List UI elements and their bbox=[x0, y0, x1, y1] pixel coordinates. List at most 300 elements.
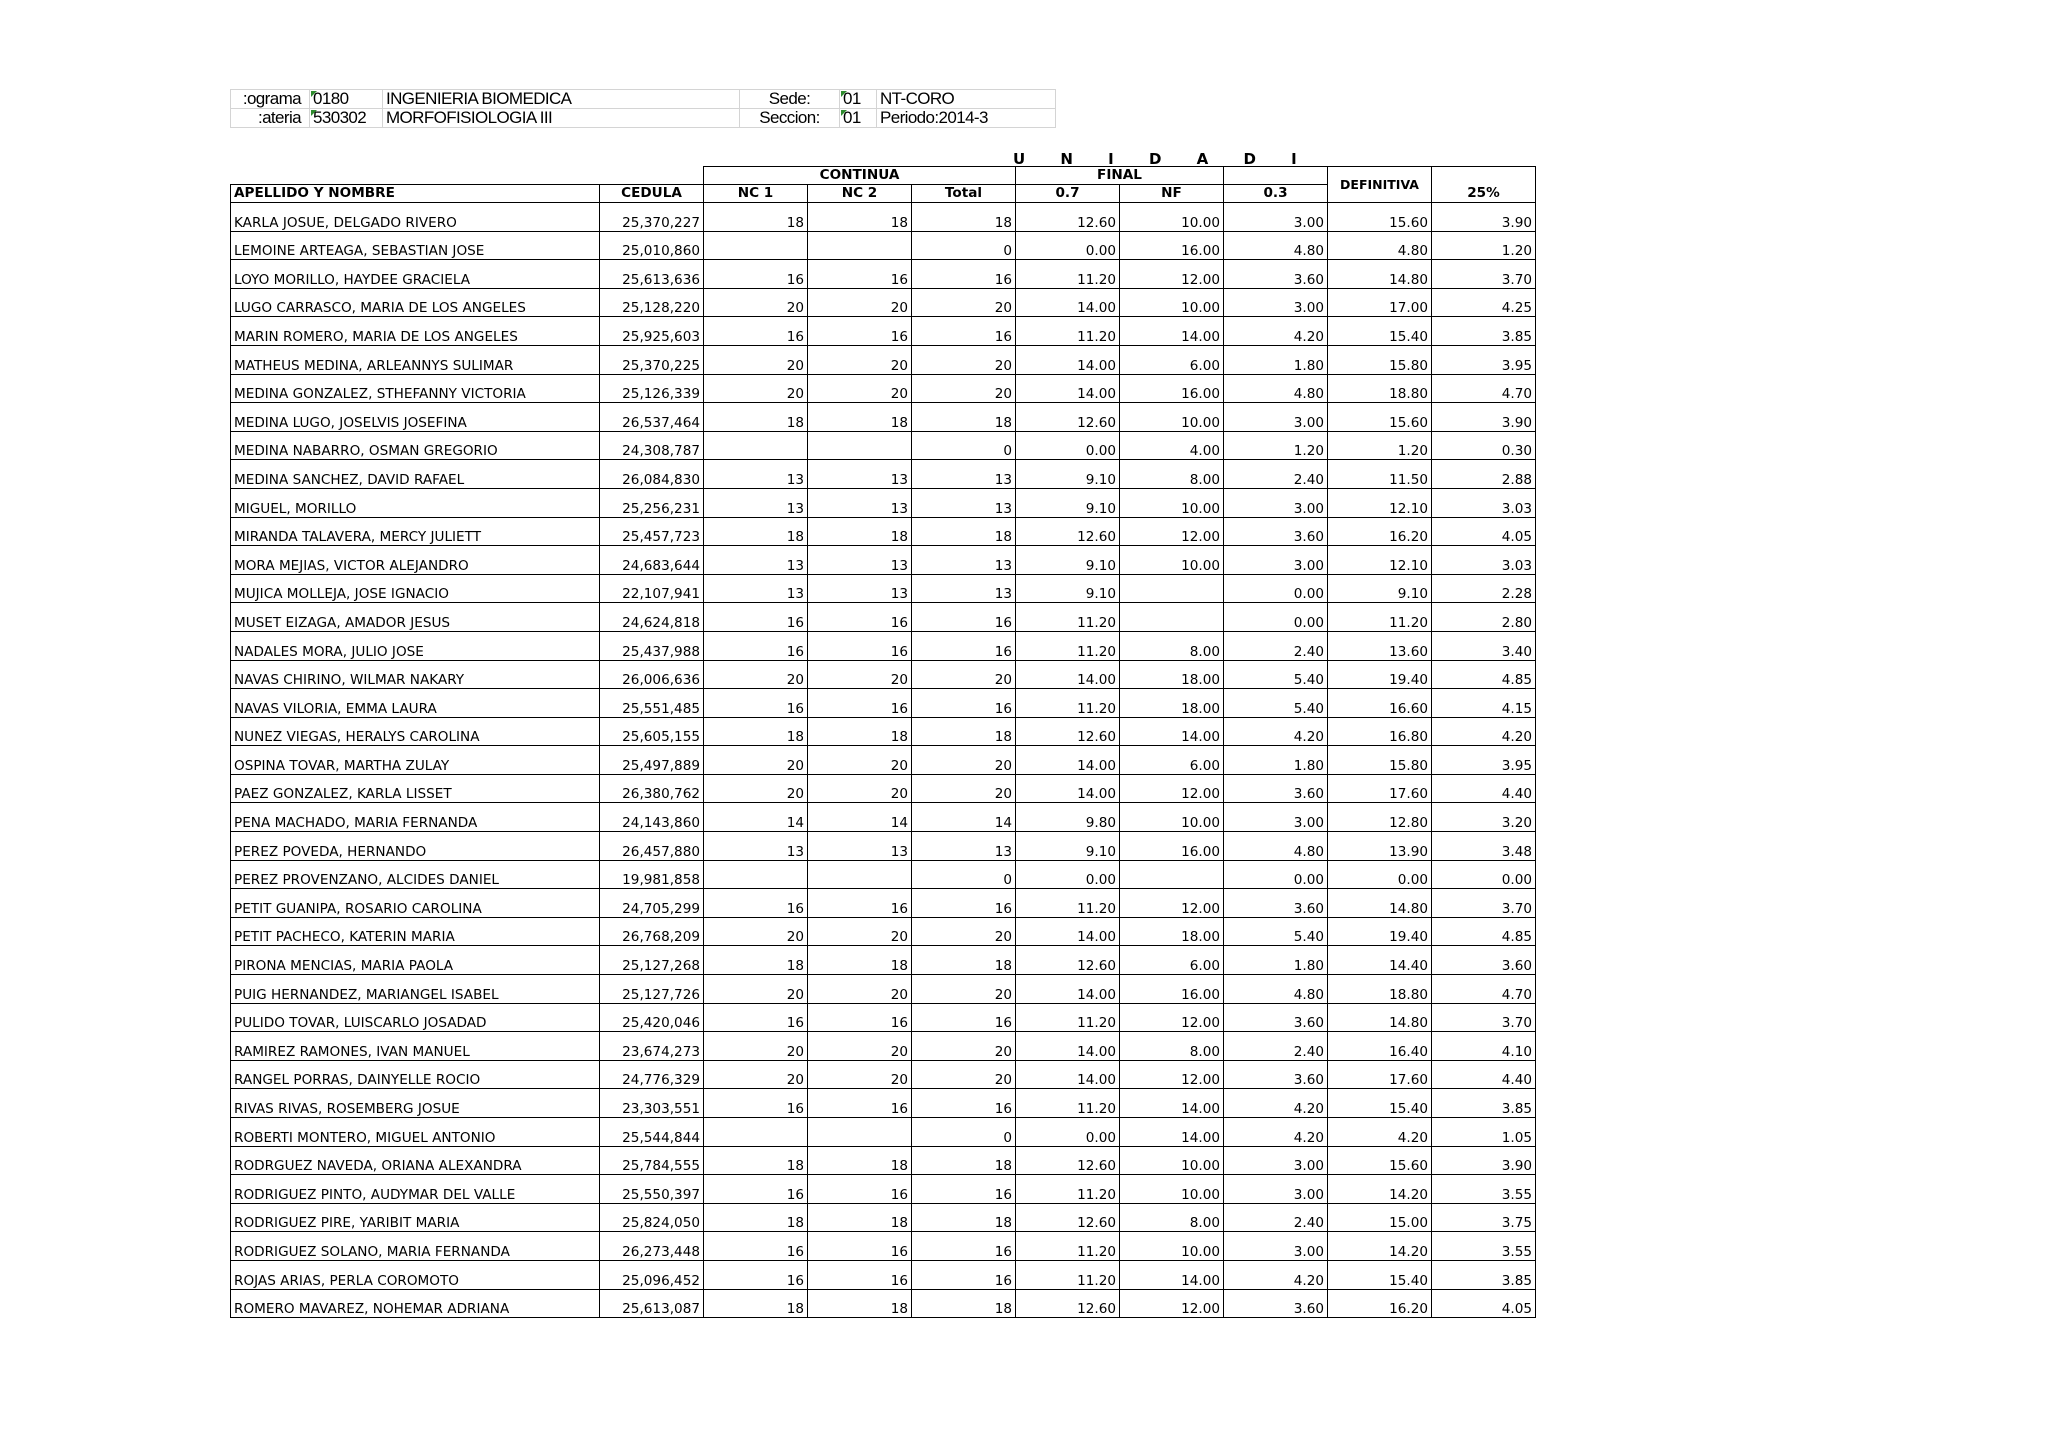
pct-25: 3.70 bbox=[1432, 260, 1536, 289]
comment-marker-icon bbox=[311, 91, 317, 97]
pct-25: 3.55 bbox=[1432, 1175, 1536, 1204]
nc2-grade: 20 bbox=[808, 1032, 912, 1061]
weight-03-column-header: 0.3 bbox=[1224, 185, 1328, 203]
nc1-grade: 20 bbox=[704, 345, 808, 374]
table-row bbox=[231, 260, 1536, 289]
pct-25: 3.03 bbox=[1432, 488, 1536, 517]
pct-25: 1.05 bbox=[1432, 1118, 1536, 1147]
nc1-grade: 20 bbox=[704, 288, 808, 317]
nf-grade: 10.00 bbox=[1120, 1232, 1224, 1261]
nc1-grade: 14 bbox=[704, 803, 808, 832]
continua-total: 16 bbox=[912, 260, 1016, 289]
continua-weighted: 12.60 bbox=[1016, 403, 1120, 432]
final-weighted: 5.40 bbox=[1224, 689, 1328, 718]
nf-grade: 12.00 bbox=[1120, 889, 1224, 918]
nc2-grade: 20 bbox=[808, 975, 912, 1004]
continua-weighted: 14.00 bbox=[1016, 1032, 1120, 1061]
student-name: MIRANDA TALAVERA, MERCY JULIETT bbox=[231, 517, 600, 546]
final-weighted: 3.00 bbox=[1224, 546, 1328, 575]
subject-name: MORFOFISIOLOGIA III bbox=[383, 109, 740, 128]
continua-total: 13 bbox=[912, 460, 1016, 489]
subject-label: ateria: bbox=[231, 109, 310, 128]
nc2-grade bbox=[808, 1118, 912, 1147]
nc1-grade bbox=[704, 1118, 808, 1147]
nc1-grade: 16 bbox=[704, 1232, 808, 1261]
course-info-header bbox=[230, 89, 1056, 128]
nf-grade: 10.00 bbox=[1120, 288, 1224, 317]
nf-grade: 16.00 bbox=[1120, 374, 1224, 403]
nc1-grade: 16 bbox=[704, 689, 808, 718]
continua-weighted: 0.00 bbox=[1016, 431, 1120, 460]
continua-total: 20 bbox=[912, 345, 1016, 374]
nc1-grade: 13 bbox=[704, 574, 808, 603]
student-name: RODRIGUEZ PIRE, YARIBIT MARIA bbox=[231, 1203, 600, 1232]
pct-25: 4.25 bbox=[1432, 288, 1536, 317]
definitiva: 13.60 bbox=[1328, 631, 1432, 660]
cedula: 25,256,231 bbox=[600, 488, 704, 517]
table-row bbox=[231, 689, 1536, 718]
nc2-grade: 20 bbox=[808, 374, 912, 403]
nf-grade: 16.00 bbox=[1120, 975, 1224, 1004]
final-weighted: 3.00 bbox=[1224, 488, 1328, 517]
pct-25: 0.00 bbox=[1432, 860, 1536, 889]
continua-total: 16 bbox=[912, 317, 1016, 346]
nc1-grade: 16 bbox=[704, 1089, 808, 1118]
comment-marker-icon bbox=[841, 110, 847, 116]
nc1-grade bbox=[704, 231, 808, 260]
continua-weighted: 9.10 bbox=[1016, 460, 1120, 489]
program-code: 0180 bbox=[313, 89, 349, 108]
continua-weighted: 14.00 bbox=[1016, 374, 1120, 403]
final-weighted: 3.00 bbox=[1224, 1232, 1328, 1261]
final-group-header: FINAL bbox=[1016, 167, 1224, 185]
continua-weighted: 14.00 bbox=[1016, 288, 1120, 317]
table-row bbox=[231, 660, 1536, 689]
nf-grade: 12.00 bbox=[1120, 517, 1224, 546]
nc2-grade bbox=[808, 860, 912, 889]
definitiva: 17.60 bbox=[1328, 774, 1432, 803]
student-name: RODRGUEZ NAVEDA, ORIANA ALEXANDRA bbox=[231, 1146, 600, 1175]
final-weighted: 3.00 bbox=[1224, 803, 1328, 832]
nc2-grade: 18 bbox=[808, 1146, 912, 1175]
table-row bbox=[231, 746, 1536, 775]
program-label: ograma: bbox=[231, 90, 310, 109]
continua-total: 16 bbox=[912, 1175, 1016, 1204]
table-row bbox=[231, 603, 1536, 632]
final-weighted: 4.20 bbox=[1224, 1260, 1328, 1289]
continua-total: 13 bbox=[912, 832, 1016, 861]
continua-weighted: 11.20 bbox=[1016, 689, 1120, 718]
cedula: 26,084,830 bbox=[600, 460, 704, 489]
table-row bbox=[231, 774, 1536, 803]
pct-25: 3.90 bbox=[1432, 403, 1536, 432]
continua-total: 20 bbox=[912, 1032, 1016, 1061]
definitiva: 9.10 bbox=[1328, 574, 1432, 603]
cedula: 25,126,339 bbox=[600, 374, 704, 403]
nc1-grade: 18 bbox=[704, 203, 808, 232]
nc1-grade: 16 bbox=[704, 317, 808, 346]
cedula: 25,370,225 bbox=[600, 345, 704, 374]
final-weighted: 1.80 bbox=[1224, 345, 1328, 374]
cedula: 24,705,299 bbox=[600, 889, 704, 918]
table-row bbox=[231, 403, 1536, 432]
student-name: ROJAS ARIAS, PERLA COROMOTO bbox=[231, 1260, 600, 1289]
definitiva: 17.00 bbox=[1328, 288, 1432, 317]
nf-grade: 12.00 bbox=[1120, 260, 1224, 289]
pct-25: 4.05 bbox=[1432, 1289, 1536, 1318]
nc1-grade: 18 bbox=[704, 1203, 808, 1232]
final-weighted: 0.00 bbox=[1224, 603, 1328, 632]
nf-grade: 10.00 bbox=[1120, 488, 1224, 517]
continua-total: 0 bbox=[912, 860, 1016, 889]
cedula: 24,776,329 bbox=[600, 1060, 704, 1089]
final-weighted: 3.60 bbox=[1224, 260, 1328, 289]
nc1-grade: 18 bbox=[704, 946, 808, 975]
final-weighted: 3.60 bbox=[1224, 889, 1328, 918]
continua-weighted: 0.00 bbox=[1016, 1118, 1120, 1147]
continua-total: 18 bbox=[912, 517, 1016, 546]
student-name: PENA MACHADO, MARIA FERNANDA bbox=[231, 803, 600, 832]
table-row bbox=[231, 1089, 1536, 1118]
continua-total: 18 bbox=[912, 1203, 1016, 1232]
student-name: OSPINA TOVAR, MARTHA ZULAY bbox=[231, 746, 600, 775]
nf-column-header: NF bbox=[1120, 185, 1224, 203]
nf-grade bbox=[1120, 860, 1224, 889]
continua-weighted: 14.00 bbox=[1016, 975, 1120, 1004]
definitiva: 19.40 bbox=[1328, 660, 1432, 689]
cedula: 26,537,464 bbox=[600, 403, 704, 432]
definitiva: 12.10 bbox=[1328, 488, 1432, 517]
student-name: PETIT PACHECO, KATERIN MARIA bbox=[231, 917, 600, 946]
continua-total: 18 bbox=[912, 1289, 1016, 1318]
pct-25: 4.40 bbox=[1432, 774, 1536, 803]
sede-name: NT-CORO bbox=[877, 90, 1056, 109]
definitiva: 15.60 bbox=[1328, 203, 1432, 232]
nf-grade: 16.00 bbox=[1120, 231, 1224, 260]
continua-weighted: 11.20 bbox=[1016, 1260, 1120, 1289]
continua-total: 20 bbox=[912, 660, 1016, 689]
final-weighted: 1.20 bbox=[1224, 431, 1328, 460]
continua-weighted: 12.60 bbox=[1016, 1289, 1120, 1318]
cedula: 25,437,988 bbox=[600, 631, 704, 660]
nc2-grade: 16 bbox=[808, 889, 912, 918]
table-row bbox=[231, 374, 1536, 403]
definitiva: 16.40 bbox=[1328, 1032, 1432, 1061]
pct-25: 3.85 bbox=[1432, 317, 1536, 346]
nf-grade: 8.00 bbox=[1120, 1203, 1224, 1232]
continua-weighted: 11.20 bbox=[1016, 889, 1120, 918]
definitiva: 14.80 bbox=[1328, 260, 1432, 289]
cedula: 24,683,644 bbox=[600, 546, 704, 575]
continua-weighted: 12.60 bbox=[1016, 203, 1120, 232]
nc1-grade: 18 bbox=[704, 1146, 808, 1175]
table-row bbox=[231, 975, 1536, 1004]
student-name: MUJICA MOLLEJA, JOSE IGNACIO bbox=[231, 574, 600, 603]
final-weighted: 4.20 bbox=[1224, 1118, 1328, 1147]
nc2-grade: 16 bbox=[808, 1232, 912, 1261]
pct-25: 3.90 bbox=[1432, 203, 1536, 232]
nf-grade: 14.00 bbox=[1120, 1089, 1224, 1118]
nc2-grade bbox=[808, 431, 912, 460]
nc2-grade: 20 bbox=[808, 917, 912, 946]
pct-25: 3.70 bbox=[1432, 1003, 1536, 1032]
continua-weighted: 9.10 bbox=[1016, 488, 1120, 517]
nc1-column-header: NC 1 bbox=[704, 185, 808, 203]
nc2-grade: 13 bbox=[808, 460, 912, 489]
pct-25: 3.85 bbox=[1432, 1260, 1536, 1289]
continua-total: 18 bbox=[912, 717, 1016, 746]
cedula: 24,308,787 bbox=[600, 431, 704, 460]
nc2-grade: 20 bbox=[808, 774, 912, 803]
nf-grade: 18.00 bbox=[1120, 917, 1224, 946]
table-row bbox=[231, 832, 1536, 861]
nc1-grade bbox=[704, 431, 808, 460]
cedula: 26,457,880 bbox=[600, 832, 704, 861]
final-weighted: 3.00 bbox=[1224, 403, 1328, 432]
table-row bbox=[231, 1118, 1536, 1147]
table-row bbox=[231, 1032, 1536, 1061]
final-weighted: 4.20 bbox=[1224, 717, 1328, 746]
pct-25: 3.60 bbox=[1432, 946, 1536, 975]
pct-25: 4.70 bbox=[1432, 374, 1536, 403]
table-row bbox=[231, 860, 1536, 889]
continua-weighted: 11.20 bbox=[1016, 260, 1120, 289]
continua-total: 16 bbox=[912, 1232, 1016, 1261]
nc1-grade: 20 bbox=[704, 1060, 808, 1089]
table-row bbox=[231, 460, 1536, 489]
final-weighted: 3.60 bbox=[1224, 1289, 1328, 1318]
nf-grade: 14.00 bbox=[1120, 1260, 1224, 1289]
continua-weighted: 12.60 bbox=[1016, 946, 1120, 975]
continua-weighted: 0.00 bbox=[1016, 231, 1120, 260]
definitiva: 15.40 bbox=[1328, 1260, 1432, 1289]
student-name: RANGEL PORRAS, DAINYELLE ROCIO bbox=[231, 1060, 600, 1089]
student-name: LOYO MORILLO, HAYDEE GRACIELA bbox=[231, 260, 600, 289]
cedula: 25,096,452 bbox=[600, 1260, 704, 1289]
continua-weighted: 14.00 bbox=[1016, 660, 1120, 689]
definitiva: 16.60 bbox=[1328, 689, 1432, 718]
student-name: LEMOINE ARTEAGA, SEBASTIAN JOSE bbox=[231, 231, 600, 260]
nf-grade: 8.00 bbox=[1120, 631, 1224, 660]
definitiva: 18.80 bbox=[1328, 975, 1432, 1004]
nf-grade: 14.00 bbox=[1120, 717, 1224, 746]
student-name: MATHEUS MEDINA, ARLEANNYS SULIMAR bbox=[231, 345, 600, 374]
continua-weighted: 11.20 bbox=[1016, 603, 1120, 632]
student-name: PUIG HERNANDEZ, MARIANGEL ISABEL bbox=[231, 975, 600, 1004]
cedula: 26,768,209 bbox=[600, 917, 704, 946]
continua-total: 20 bbox=[912, 917, 1016, 946]
pct-25: 3.95 bbox=[1432, 746, 1536, 775]
nf-grade bbox=[1120, 603, 1224, 632]
pct-25: 3.40 bbox=[1432, 631, 1536, 660]
nc2-grade: 18 bbox=[808, 517, 912, 546]
definitiva: 0.00 bbox=[1328, 860, 1432, 889]
pct-25: 4.85 bbox=[1432, 917, 1536, 946]
definitiva: 15.00 bbox=[1328, 1203, 1432, 1232]
nc2-grade: 16 bbox=[808, 260, 912, 289]
continua-total: 16 bbox=[912, 1003, 1016, 1032]
student-name: KARLA JOSUE, DELGADO RIVERO bbox=[231, 203, 600, 232]
continua-weighted: 9.80 bbox=[1016, 803, 1120, 832]
nc2-grade: 18 bbox=[808, 717, 912, 746]
continua-weighted: 14.00 bbox=[1016, 774, 1120, 803]
continua-total: 0 bbox=[912, 1118, 1016, 1147]
table-row bbox=[231, 1060, 1536, 1089]
pct-25: 4.15 bbox=[1432, 689, 1536, 718]
pct-25: 3.95 bbox=[1432, 345, 1536, 374]
continua-total: 0 bbox=[912, 231, 1016, 260]
student-name: RODRIGUEZ PINTO, AUDYMAR DEL VALLE bbox=[231, 1175, 600, 1204]
pct-25: 3.20 bbox=[1432, 803, 1536, 832]
definitiva: 15.60 bbox=[1328, 1146, 1432, 1175]
student-name: MEDINA NABARRO, OSMAN GREGORIO bbox=[231, 431, 600, 460]
continua-weighted: 12.60 bbox=[1016, 1203, 1120, 1232]
pct-25: 2.88 bbox=[1432, 460, 1536, 489]
continua-total: 20 bbox=[912, 374, 1016, 403]
student-name: MEDINA LUGO, JOSELVIS JOSEFINA bbox=[231, 403, 600, 432]
nc2-grade: 13 bbox=[808, 574, 912, 603]
table-row bbox=[231, 803, 1536, 832]
weight-07-column-header: 0.7 bbox=[1016, 185, 1120, 203]
continua-weighted: 14.00 bbox=[1016, 345, 1120, 374]
pct-header: 25% bbox=[1432, 167, 1536, 203]
comment-marker-icon bbox=[841, 91, 847, 97]
nf-grade: 12.00 bbox=[1120, 774, 1224, 803]
final-weighted: 2.40 bbox=[1224, 1032, 1328, 1061]
continua-total: 16 bbox=[912, 1089, 1016, 1118]
nc1-grade bbox=[704, 860, 808, 889]
student-name: PIRONA MENCIAS, MARIA PAOLA bbox=[231, 946, 600, 975]
nc2-grade: 18 bbox=[808, 1289, 912, 1318]
nc1-grade: 18 bbox=[704, 1289, 808, 1318]
nf-grade: 10.00 bbox=[1120, 403, 1224, 432]
pct-25: 3.55 bbox=[1432, 1232, 1536, 1261]
nc2-grade: 16 bbox=[808, 689, 912, 718]
nf-grade bbox=[1120, 574, 1224, 603]
cedula: 26,006,636 bbox=[600, 660, 704, 689]
final-weighted: 5.40 bbox=[1224, 660, 1328, 689]
nf-grade: 6.00 bbox=[1120, 746, 1224, 775]
section-label: Seccion: bbox=[740, 109, 840, 128]
definitiva: 13.90 bbox=[1328, 832, 1432, 861]
definitiva: 4.80 bbox=[1328, 231, 1432, 260]
nf-grade: 6.00 bbox=[1120, 345, 1224, 374]
nc1-grade: 16 bbox=[704, 260, 808, 289]
cedula: 25,784,555 bbox=[600, 1146, 704, 1175]
final-weighted: 3.00 bbox=[1224, 1146, 1328, 1175]
nc1-grade: 16 bbox=[704, 631, 808, 660]
student-name: MARIN ROMERO, MARIA DE LOS ANGELES bbox=[231, 317, 600, 346]
pct-25: 4.20 bbox=[1432, 717, 1536, 746]
nc1-grade: 16 bbox=[704, 1175, 808, 1204]
final-weighted: 2.40 bbox=[1224, 631, 1328, 660]
definitiva-header: DEFINITIVA bbox=[1328, 167, 1432, 203]
cedula: 25,544,844 bbox=[600, 1118, 704, 1147]
subject-row bbox=[231, 109, 1056, 128]
definitiva: 17.60 bbox=[1328, 1060, 1432, 1089]
nf-grade: 12.00 bbox=[1120, 1289, 1224, 1318]
final-weighted: 4.80 bbox=[1224, 374, 1328, 403]
student-name: NAVAS CHIRINO, WILMAR NAKARY bbox=[231, 660, 600, 689]
nc2-grade: 16 bbox=[808, 317, 912, 346]
nf-grade: 10.00 bbox=[1120, 1175, 1224, 1204]
cedula: 25,127,268 bbox=[600, 946, 704, 975]
nf-grade: 18.00 bbox=[1120, 689, 1224, 718]
cedula: 25,370,227 bbox=[600, 203, 704, 232]
nc2-grade: 13 bbox=[808, 488, 912, 517]
program-name: INGENIERIA BIOMEDICA bbox=[383, 90, 740, 109]
cedula: 23,674,273 bbox=[600, 1032, 704, 1061]
nf-grade: 10.00 bbox=[1120, 1146, 1224, 1175]
nc2-grade: 16 bbox=[808, 631, 912, 660]
student-name: PETIT GUANIPA, ROSARIO CAROLINA bbox=[231, 889, 600, 918]
nc1-grade: 20 bbox=[704, 774, 808, 803]
final-weighted: 1.80 bbox=[1224, 946, 1328, 975]
definitiva: 14.80 bbox=[1328, 889, 1432, 918]
nc1-grade: 18 bbox=[704, 717, 808, 746]
pct-25: 3.75 bbox=[1432, 1203, 1536, 1232]
student-name: MUSET EIZAGA, AMADOR JESUS bbox=[231, 603, 600, 632]
student-name: PEREZ PROVENZANO, ALCIDES DANIEL bbox=[231, 860, 600, 889]
table-row bbox=[231, 203, 1536, 232]
continua-total: 18 bbox=[912, 1146, 1016, 1175]
nc1-grade: 16 bbox=[704, 1003, 808, 1032]
definitiva: 14.20 bbox=[1328, 1232, 1432, 1261]
nc2-grade: 20 bbox=[808, 660, 912, 689]
final-weighted: 0.00 bbox=[1224, 860, 1328, 889]
cedula: 25,605,155 bbox=[600, 717, 704, 746]
nc2-grade: 18 bbox=[808, 403, 912, 432]
pct-25: 3.48 bbox=[1432, 832, 1536, 861]
definitiva: 11.20 bbox=[1328, 603, 1432, 632]
pct-25: 2.28 bbox=[1432, 574, 1536, 603]
nf-grade: 12.00 bbox=[1120, 1060, 1224, 1089]
nc1-grade: 13 bbox=[704, 488, 808, 517]
pct-25: 4.40 bbox=[1432, 1060, 1536, 1089]
sede-code-cell bbox=[840, 90, 877, 109]
nc2-grade: 16 bbox=[808, 1089, 912, 1118]
nc1-grade: 18 bbox=[704, 403, 808, 432]
final-weighted: 3.60 bbox=[1224, 774, 1328, 803]
nc2-grade: 20 bbox=[808, 1060, 912, 1089]
final-weighted: 3.00 bbox=[1224, 288, 1328, 317]
continua-total: 16 bbox=[912, 631, 1016, 660]
pct-25: 3.85 bbox=[1432, 1089, 1536, 1118]
cedula: 25,551,485 bbox=[600, 689, 704, 718]
name-column-header: APELLIDO Y NOMBRE bbox=[231, 185, 600, 203]
nc1-grade: 20 bbox=[704, 1032, 808, 1061]
nc2-grade: 16 bbox=[808, 1260, 912, 1289]
table-row bbox=[231, 1146, 1536, 1175]
final-weighted: 4.80 bbox=[1224, 231, 1328, 260]
pct-25: 4.70 bbox=[1432, 975, 1536, 1004]
table-row bbox=[231, 288, 1536, 317]
nc1-grade: 13 bbox=[704, 546, 808, 575]
table-row bbox=[231, 317, 1536, 346]
nf-grade: 14.00 bbox=[1120, 317, 1224, 346]
nc1-grade: 20 bbox=[704, 975, 808, 1004]
nc2-grade: 20 bbox=[808, 345, 912, 374]
continua-total: 16 bbox=[912, 689, 1016, 718]
pct-25: 1.20 bbox=[1432, 231, 1536, 260]
pct-25: 3.03 bbox=[1432, 546, 1536, 575]
cedula: 22,107,941 bbox=[600, 574, 704, 603]
cedula: 24,624,818 bbox=[600, 603, 704, 632]
table-row bbox=[231, 1232, 1536, 1261]
final-weighted: 3.60 bbox=[1224, 517, 1328, 546]
final-weighted: 2.40 bbox=[1224, 1203, 1328, 1232]
definitiva: 14.40 bbox=[1328, 946, 1432, 975]
